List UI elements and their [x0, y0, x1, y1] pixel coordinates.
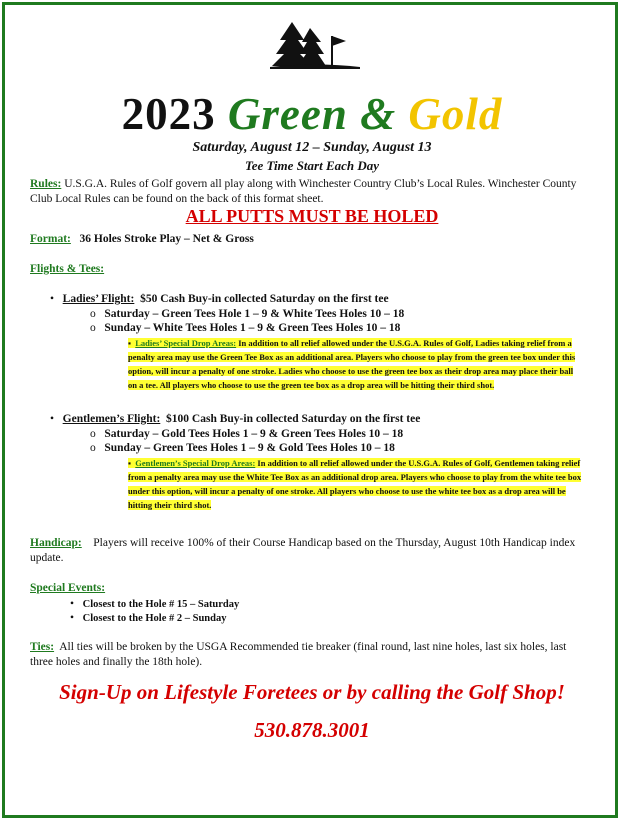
rules-section: Rules: U.S.G.A. Rules of Golf govern all play along with Winchester Country Club’s Local Rules. Winchester County Club Local Rules can be found on the back of this format sheet.: [30, 178, 577, 205]
signup-callout: Sign-Up on Lifestyle Foretees or by calling the Golf Shop!: [59, 680, 565, 704]
flights-heading: Flights & Tees:: [30, 263, 105, 275]
putts-notice: ALL PUTTS MUST BE HOLED: [185, 206, 439, 226]
title-gold: Gold: [408, 89, 503, 139]
ladies-sunday: o Sunday – White Tees Holes 1 – 9 & Green Tees Holes 10 – 18: [90, 322, 401, 334]
handicap-section: Handicap: Players will receive 100% of their Course Handicap based on the Thursday, August 10th Handicap index update.: [30, 537, 576, 564]
pine-trees-flag-logo: [270, 18, 360, 70]
special-event-item: • Closest to the Hole # 15 – Saturday: [70, 598, 240, 610]
special-event-item: • Closest to the Hole # 2 – Sunday: [70, 612, 227, 624]
ladies-flight: • Ladies’ Flight: $50 Cash Buy-in collected Saturday on the first tee: [50, 293, 389, 305]
gents-flight: • Gentlemen’s Flight: $100 Cash Buy-in collected Saturday on the first tee: [50, 413, 421, 425]
ladies-drop-areas: ▪ Ladies’ Special Drop Areas: In addition to all relief allowed under the U.S.G.A. Rules of Golf, Ladies taking relief from a penalty area may use the Green Tee Box as an additional area. Players who choose to play from the green tee box under this option, will incur a penalty of one stroke. Ladies who choose to use the green tee box as their drop area may place their ball on a tee. All players who choose to use the green tee box as a drop area will be hitting their third shot.: [128, 338, 576, 390]
ladies-saturday: o Saturday – Green Tees Hole 1 – 9 & White Tees Holes 10 – 18: [90, 308, 405, 320]
tee-time-note: Tee Time Start Each Day: [244, 158, 380, 173]
ties-section: Ties: All ties will be broken by the USGA Recommended tie breaker (final round, last nine holes, last six holes, last three holes and finally the 18th hole).: [30, 641, 567, 668]
golf-shop-phone: 530.878.3001: [254, 718, 370, 742]
format-section: Format: 36 Holes Stroke Play – Net & Gross: [30, 233, 254, 245]
gents-saturday: o Saturday – Gold Tees Holes 1 – 9 & Green Tees Holes 10 – 18: [90, 428, 404, 440]
title-green: Green: [227, 89, 348, 139]
gents-drop-areas: ▪ Gentlemen’s Special Drop Areas: In addition to all relief allowed under the U.S.G.A. Rules of Golf, Gentlemen taking relief from a penalty area may use the White Tee Box as an additional drop area. Players who choose to play from the white tee box under this option, will incur a penalty of one stroke. All players who choose to use the white tee box as a drop area will be hitting their third shot.: [128, 458, 582, 510]
gents-sunday: o Sunday – Green Tees Holes 1 – 9 & Gold Tees Holes 10 – 18: [90, 442, 395, 454]
event-dates: Saturday, August 12 – Sunday, August 13: [192, 140, 432, 155]
page-title: 2023 Green & Gold: [121, 89, 503, 139]
special-events-heading: Special Events:: [30, 582, 106, 594]
